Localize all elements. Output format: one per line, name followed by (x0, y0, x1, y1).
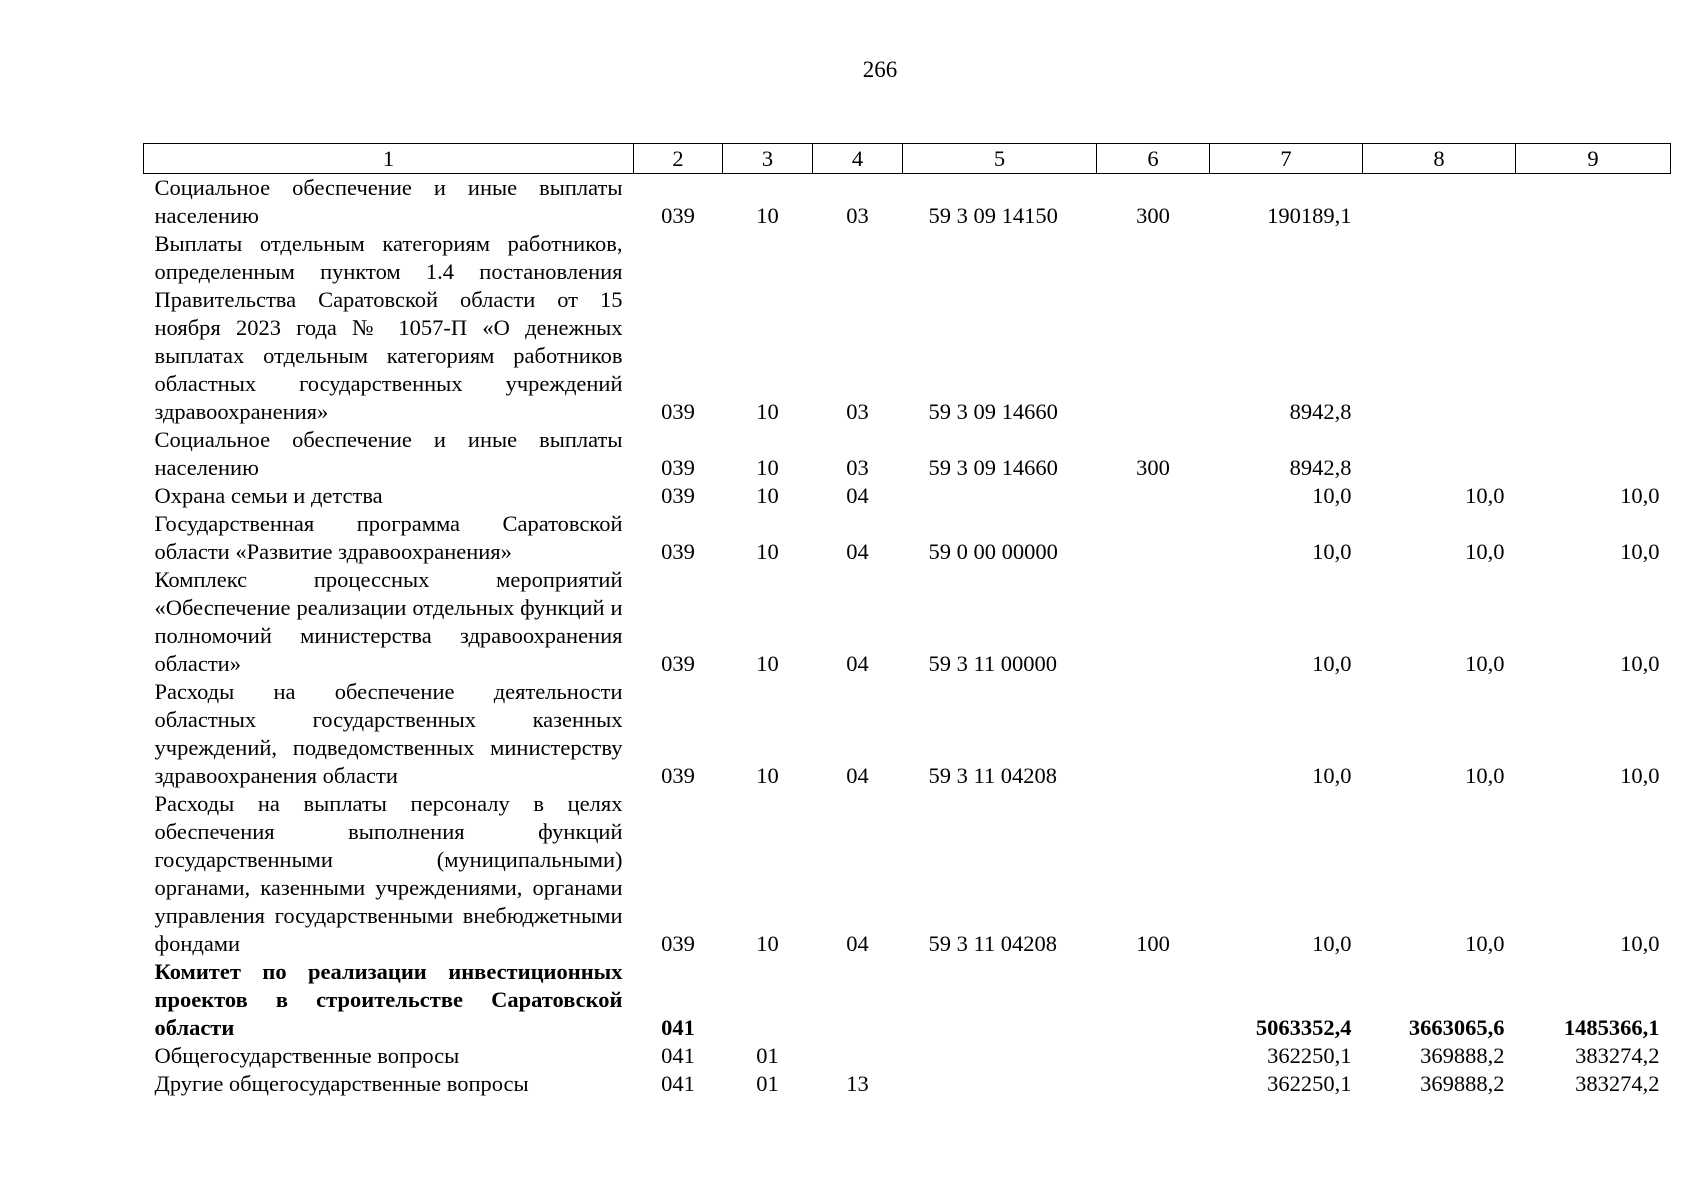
row-expense-type (1097, 482, 1210, 510)
row-target-article (903, 482, 1097, 510)
row-target-article (903, 1070, 1097, 1098)
row-expense-type (1097, 958, 1210, 1042)
header-col-8: 8 (1363, 144, 1516, 174)
row-subsection-code: 04 (846, 763, 869, 788)
row-subsection-code: 04 (846, 539, 869, 564)
row-amount-col-9: 383274,2 (1575, 1043, 1660, 1068)
row-amount-col-8: 10,0 (1465, 931, 1505, 956)
row-description: Социальное обеспечение и иные выплаты населению (154, 175, 623, 228)
row-amount-col-7: 362250,1 (1267, 1071, 1352, 1096)
row-section-code: 10 (756, 931, 779, 956)
row-ministry-code: 039 (661, 203, 695, 228)
row-target-article: 59 0 00 00000 (928, 539, 1058, 564)
row-section-code: 10 (756, 399, 779, 424)
row-amount-col-9: 10,0 (1620, 931, 1660, 956)
row-amount-col-7: 10,0 (1312, 539, 1352, 564)
row-expense-type (1097, 566, 1210, 678)
row-target-article: 59 3 09 14660 (928, 455, 1058, 480)
row-section-code: 10 (756, 203, 779, 228)
row-subsection-code: 13 (846, 1071, 869, 1096)
row-amount-col-9 (1516, 174, 1671, 231)
row-subsection-code: 04 (846, 651, 869, 676)
row-amount-col-7: 10,0 (1312, 651, 1352, 676)
row-description: Комитет по реализации инвестиционных проектов в строительстве Саратовской области (154, 959, 623, 1040)
row-subsection-code: 03 (846, 399, 869, 424)
table-row (144, 482, 1671, 510)
row-description: Охрана семьи и детства (154, 483, 383, 508)
table-header-row (144, 144, 1671, 174)
row-target-article: 59 3 09 14150 (928, 203, 1058, 228)
row-section-code: 10 (756, 539, 779, 564)
row-description: Выплаты отдельным категориям работников, определенным пунктом 1.4 постановления Правительства Саратовской области от 15 ноября 2023 года № 1057-П «О денежных выплатах отдельным категориям работников областных государственных учреждений здравоохранения» (154, 231, 623, 424)
row-amount-col-8: 10,0 (1465, 763, 1505, 788)
row-target-article: 59 3 11 04208 (928, 763, 1058, 788)
row-ministry-code: 039 (661, 539, 695, 564)
row-expense-type (1097, 1070, 1210, 1098)
page-number: 266 (862, 57, 898, 82)
header-col-2: 2 (634, 144, 723, 174)
row-section-code: 10 (756, 763, 779, 788)
table-row (144, 230, 1671, 426)
row-amount-col-9: 1485366,1 (1563, 1015, 1660, 1040)
row-amount-col-8 (1363, 230, 1516, 426)
row-section-code: 01 (756, 1043, 779, 1068)
header-col-6: 6 (1097, 144, 1210, 174)
row-ministry-code: 041 (661, 1015, 695, 1040)
row-subsection-code (813, 1042, 903, 1070)
row-target-article (903, 1042, 1097, 1070)
row-amount-col-8 (1363, 426, 1516, 482)
row-section-code: 10 (756, 455, 779, 480)
header-col-7: 7 (1210, 144, 1363, 174)
table-row (144, 1042, 1671, 1070)
row-amount-col-8: 10,0 (1465, 539, 1505, 564)
row-subsection-code: 03 (846, 455, 869, 480)
row-subsection-code: 04 (846, 483, 869, 508)
row-expense-type: 100 (1136, 931, 1170, 956)
row-section-code: 01 (756, 1071, 779, 1096)
row-ministry-code: 041 (661, 1043, 695, 1068)
row-amount-col-7: 8942,8 (1289, 399, 1352, 424)
row-amount-col-8: 10,0 (1465, 483, 1505, 508)
header-col-9: 9 (1516, 144, 1671, 174)
row-ministry-code: 039 (661, 483, 695, 508)
table-row (144, 678, 1671, 790)
row-target-article: 59 3 11 04208 (928, 931, 1058, 956)
table-body (144, 174, 1671, 1099)
row-subsection-code: 03 (846, 203, 869, 228)
row-target-article: 59 3 09 14660 (928, 399, 1058, 424)
row-expense-type (1097, 510, 1210, 566)
row-section-code: 10 (756, 483, 779, 508)
row-ministry-code: 039 (661, 651, 695, 676)
row-description: Другие общегосударственные вопросы (154, 1071, 529, 1096)
row-amount-col-9 (1516, 230, 1671, 426)
table-row (144, 426, 1671, 482)
row-description: Комплекс процессных мероприятий «Обеспечение реализации отдельных функций и полномочий министерства здравоохранения области» (154, 567, 623, 676)
row-amount-col-9: 383274,2 (1575, 1071, 1660, 1096)
row-description: Государственная программа Саратовской области «Развитие здравоохранения» (154, 511, 623, 564)
row-amount-col-8: 10,0 (1465, 651, 1505, 676)
row-ministry-code: 039 (661, 399, 695, 424)
row-expense-type (1097, 678, 1210, 790)
row-ministry-code: 039 (661, 763, 695, 788)
row-expense-type: 300 (1136, 455, 1170, 480)
header-col-3: 3 (723, 144, 813, 174)
row-section-code: 10 (756, 651, 779, 676)
row-amount-col-8: 3663065,6 (1408, 1015, 1505, 1040)
header-col-1: 1 (144, 144, 634, 174)
row-amount-col-9: 10,0 (1620, 539, 1660, 564)
table-row (144, 790, 1671, 958)
table-row (144, 174, 1671, 231)
table-row (144, 958, 1671, 1042)
table-row (144, 566, 1671, 678)
row-amount-col-8: 369888,2 (1420, 1043, 1505, 1068)
row-target-article: 59 3 11 00000 (928, 651, 1058, 676)
header-col-4: 4 (813, 144, 903, 174)
row-ministry-code: 041 (661, 1071, 695, 1096)
row-amount-col-7: 190189,1 (1267, 203, 1352, 228)
row-amount-col-7: 362250,1 (1267, 1043, 1352, 1068)
row-description: Социальное обеспечение и иные выплаты населению (154, 427, 623, 480)
row-amount-col-7: 10,0 (1312, 931, 1352, 956)
row-amount-col-9: 10,0 (1620, 483, 1660, 508)
row-amount-col-7: 10,0 (1312, 763, 1352, 788)
row-amount-col-7: 5063352,4 (1255, 1015, 1352, 1040)
row-amount-col-9: 10,0 (1620, 651, 1660, 676)
row-ministry-code: 039 (661, 455, 695, 480)
row-amount-col-7: 8942,8 (1289, 455, 1352, 480)
row-expense-type (1097, 230, 1210, 426)
row-expense-type: 300 (1136, 203, 1170, 228)
row-ministry-code: 039 (661, 931, 695, 956)
row-description: Общегосударственные вопросы (154, 1043, 460, 1068)
row-amount-col-8: 369888,2 (1420, 1071, 1505, 1096)
row-description: Расходы на выплаты персоналу в целях обеспечения выполнения функций государственными (муниципальными) органами, казенными учреждениями, органами управления государственными внебюджетными фондами (154, 791, 623, 956)
row-description: Расходы на обеспечение деятельности областных государственных казенных учреждений, подведомственных министерству здравоохранения области (154, 679, 623, 788)
table-row (144, 510, 1671, 566)
row-subsection-code (813, 958, 903, 1042)
row-amount-col-8 (1363, 174, 1516, 231)
row-amount-col-7: 10,0 (1312, 483, 1352, 508)
row-amount-col-9 (1516, 426, 1671, 482)
header-col-5: 5 (903, 144, 1097, 174)
table-row (144, 1070, 1671, 1098)
row-expense-type (1097, 1042, 1210, 1070)
row-section-code (723, 958, 813, 1042)
row-subsection-code: 04 (846, 931, 869, 956)
budget-table (143, 143, 1671, 1098)
row-amount-col-9: 10,0 (1620, 763, 1660, 788)
row-target-article (903, 958, 1097, 1042)
